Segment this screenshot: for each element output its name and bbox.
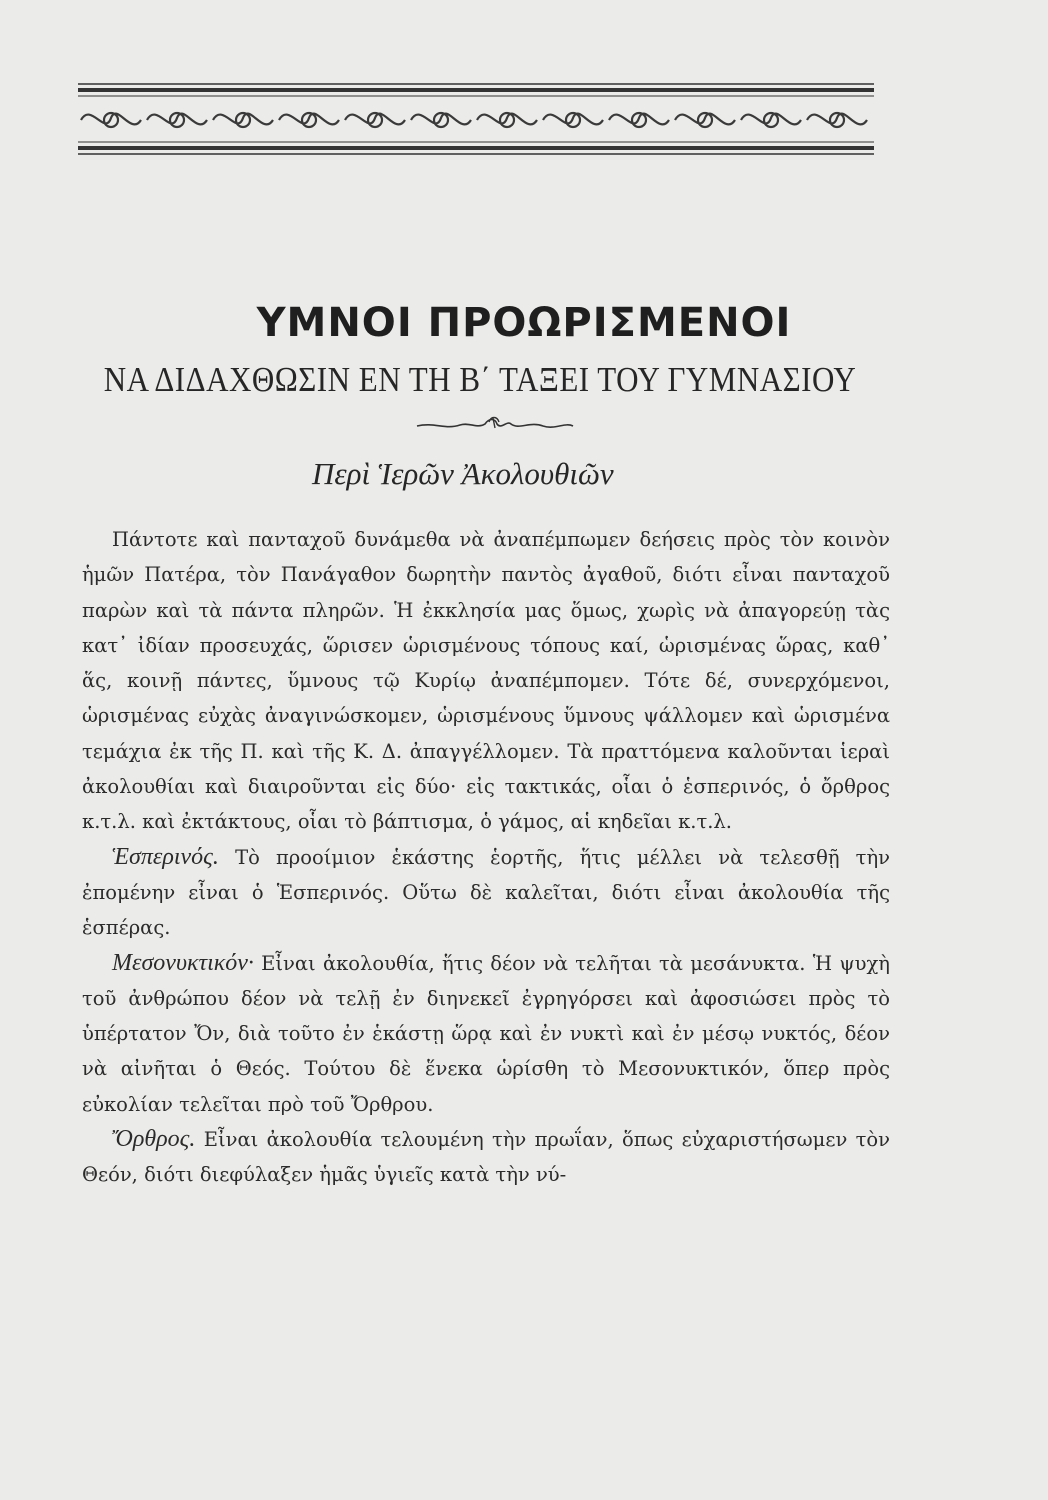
- paragraph-text: Πάντοτε καὶ πανταχοῦ δυνάμεθα νὰ ἀναπέμπωμεν δεήσεις πρὸς τὸν κοινὸν ἡμῶν Πατέρα, τὸν Πανάγαθον δωρητὴν παντὸς ἀγαθοῦ, διότι εἶναι πανταχοῦ παρὼν καὶ τὰ πάντα πληρῶν. Ἡ ἐκκλησία μας ὅμως, χωρὶς νὰ ἀπαγορεύῃ τὰς κατ᾽ ἰδίαν προσευχάς, ὥρισεν ὡρισμένους τόπους καί, ὡρισμένας ὥρας, καθ᾽ ἅς, κοινῇ πάντες, ὕμνους τῷ Κυρίῳ ἀναπέμπομεν. Τότε δέ, συνερχόμενοι, ὡρισμένας εὐχὰς ἀναγινώσκομεν, ὡρισμένους ὕμνους ψάλλομεν καὶ ὡρισμένα τεμάχια ἐκ τῆς Π. καὶ τῆς Κ. Δ. ἀπαγγέλλομεν. Τὰ πραττόμενα καλοῦνται ἱεραὶ ἀκολουθίαι καὶ διαιροῦνται εἰς δύο· εἰς τακτικάς, οἷαι ὁ ἑσπερινός, ὁ ὄρθρος κ.τ.λ. καὶ ἐκτάκτους, οἷαι τὸ βάπτισμα, ὁ γάμος, αἱ κηδεῖαι κ.τ.λ.: [82, 528, 890, 834]
- scroll-motif: [147, 114, 207, 125]
- paragraph-text: Τὸ προοίμιον ἑκάστης ἑορτῆς, ἥτις μέλλει νὰ τελεσθῇ τὴν ἐπομένην εἶναι ὁ Ἑσπερινός. Οὕτω δὲ καλεῖται, διότι εἶναι ἀκολουθία τῆς ἑσπέρας.: [82, 845, 890, 940]
- ornamental-header-band: [78, 80, 874, 158]
- scroll-motif: [609, 114, 669, 125]
- scroll-motif: [543, 114, 603, 125]
- page-subtitle: ΝΑ ΔΙΔΑΧΘΩΣΙΝ ΕΝ ΤΗ Β΄ ΤΑΞΕΙ ΤΟΥ ΓΥΜΝΑΣΙΟΥ: [103, 359, 857, 400]
- scroll-motif: [345, 114, 405, 125]
- scroll-motif: [279, 114, 339, 125]
- paragraph: [82, 522, 890, 840]
- section-heading: Περὶ Ἱερῶν Ἀκολουθιῶν: [312, 456, 614, 491]
- paragraph-text: Εἶναι ἀκολουθία τελουμένη τὴν πρωΐαν, ὅπως εὐχαριστήσωμεν τὸν Θεόν, διότι διεφύλαξεν ἡμᾶς ὑγιεῖς κατὰ τὴν νύ-: [82, 1128, 890, 1187]
- body-text: [82, 522, 890, 1193]
- scroll-motif: [741, 114, 801, 125]
- paragraph: [82, 840, 890, 946]
- paragraph: [82, 946, 890, 1122]
- scroll-motif: [81, 114, 141, 125]
- scroll-motif: [477, 114, 537, 125]
- scroll-motif: [411, 114, 471, 125]
- scroll-motif: [675, 114, 735, 125]
- paragraph-lead: Μεσονυκτικόν·: [112, 949, 254, 976]
- paragraph: [82, 1122, 890, 1193]
- scroll-motif: [213, 114, 273, 125]
- page-title: ΥΜΝΟΙ ΠΡΟΩΡΙΣΜΕΝΟΙ: [256, 300, 792, 346]
- scroll-motif: [807, 114, 867, 125]
- flourish-divider-icon: [415, 412, 575, 436]
- paragraph-text: Εἶναι ἀκολουθία, ἥτις δέον νὰ τελῆται τὰ μεσάνυκτα. Ἡ ψυχὴ τοῦ ἀνθρώπου δέον νὰ τελῇ ἐν διηνεκεῖ ἐγρηγόρσει καὶ ἀφοσιώσει πρὸς τὸ ὑπέρτατον Ὄν, διὰ τοῦτο ἐν ἑκάστῃ ὥρᾳ καὶ ἐν νυκτὶ καὶ ἐν μέσῳ νυκτός, δέον νὰ αἰνῆται ὁ Θεός. Τούτου δὲ ἕνεκα ὡρίσθη τὸ Μεσονυκτικόν, ὅπερ πρὸς εὐκολίαν τελεῖται πρὸ τοῦ Ὄρθρου.: [82, 951, 890, 1116]
- paragraph-lead: Ὄρθρος.: [112, 1126, 196, 1153]
- paragraph-lead: Ἑσπερινός.: [112, 843, 219, 870]
